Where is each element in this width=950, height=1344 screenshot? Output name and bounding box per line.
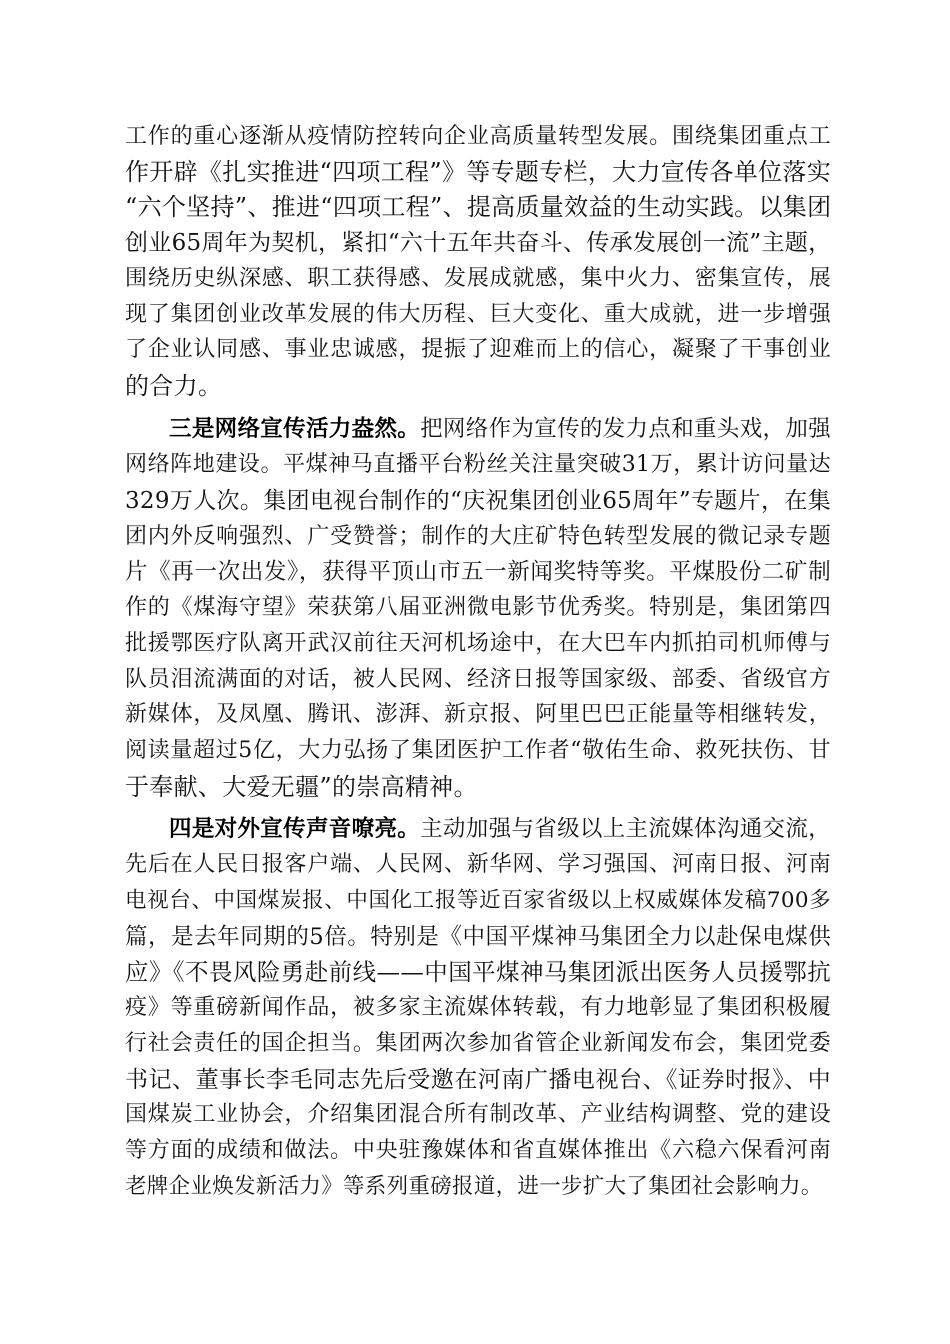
paragraph-3-line-4: 篇，是去年同期的5倍。特别是《中国平煤神马集团全力以赴保电煤供 bbox=[125, 924, 831, 950]
paragraph-2-line-3: 329万人次。集团电视台制作的“庆祝集团创业65周年”专题片，在集 bbox=[125, 488, 831, 514]
paragraph-3-line-5: 应》《不畏风险勇赴前线——中国平煤神马集团派出医务人员援鄂抗 bbox=[125, 958, 831, 986]
paragraph-2-line-10: 阅读量超过5亿，大力弘扬了集团医护工作者“敬佑生命、救死扶伤、甘 bbox=[125, 738, 831, 763]
paragraph-2-line-11: 于奉献、大爱无疆”的崇高精神。 bbox=[125, 773, 478, 801]
paragraph-1-line-2: 作开辟《扎实推进“四项工程”》等专题专栏，大力宣传各单位落实 bbox=[125, 158, 831, 186]
paragraph-3-line-8: 书记、董事长李毛同志先后受邀在河南广播电视台、《证券时报》、中 bbox=[125, 1067, 831, 1093]
paragraph-1-line-1: 工作的重心逐渐从疫情防控转向企业高质量转型发展。围绕集团重点工 bbox=[125, 124, 831, 149]
paragraph-2-first-line bbox=[169, 412, 831, 446]
paragraph-2-line-6: 作的《煤海守望》荣获第八届亚洲微电影节优秀奖。特别是，集团第四 bbox=[125, 595, 831, 620]
paragraph-2-line-2: 网络阵地建设。平煤神马直播平台粉丝关注量突破31万，累计访问量达 bbox=[125, 452, 831, 477]
paragraph-3-line-7: 行社会责任的国企担当。集团两次参加省管企业新闻发布会，集团党委 bbox=[125, 1031, 831, 1056]
paragraph-1-line-6: 现了集团创业改革发展的伟大历程、巨大变化、重大成就，进一步增强 bbox=[125, 302, 831, 327]
paragraph-1-line-8: 的合力。 bbox=[125, 372, 223, 400]
paragraph-2-line-8: 队员泪流满面的对话，被人民网、经济日报等国家级、部委、省级官方 bbox=[125, 667, 831, 692]
paragraph-2-first-line-text: 把网络作为宣传的发力点和重头戏，加强 bbox=[420, 416, 831, 442]
paragraph-3-line-3: 电视台、中国煤炭报、中国化工报等近百家省级以上权威媒体发稿700多 bbox=[125, 888, 831, 913]
paragraph-2-line-7: 批援鄂医疗队离开武汉前往天河机场途中，在大巴车内抓拍司机师傅与 bbox=[125, 631, 831, 656]
paragraph-1-line-4: 创业65周年为契机，紧扣“六十五年共奋斗、传承发展创一流”主题， bbox=[125, 230, 832, 256]
paragraph-3-line-10: 等方面的成绩和做法。中央驻豫媒体和省直媒体推出《六稳六保看河南 bbox=[125, 1138, 831, 1163]
paragraph-2-line-4: 团内外反响强烈、广受赞誉；制作的大庄矿特色转型发展的微记录专题 bbox=[125, 524, 831, 549]
paragraph-3-line-9: 国煤炭工业协会，介绍集团混合所有制改革、产业结构调整、党的建设 bbox=[125, 1102, 831, 1127]
paragraph-1-line-7: 了企业认同感、事业忠诚感，提振了迎难而上的信心，凝聚了干事创业 bbox=[125, 337, 831, 362]
paragraph-3-first-line bbox=[169, 812, 831, 846]
paragraph-1-line-3: “六个坚持”、推进“四项工程”、提高质量效益的生动实践。以集团 bbox=[125, 193, 832, 221]
paragraph-3-line-6: 疫》等重磅新闻作品，被多家主流媒体转载，有力地彰显了集团积极履 bbox=[125, 995, 831, 1020]
paragraph-3-first-line-text: 主动加强与省级以上主流媒体沟通交流， bbox=[420, 816, 831, 842]
paragraph-1-line-5: 围绕历史纵深感、职工获得感、发展成就感，集中火力、密集宣传，展 bbox=[125, 266, 831, 291]
section-heading-network: 三是网络宣传活力盎然。 bbox=[169, 416, 421, 442]
paragraph-3-line-11: 老牌企业焕发新活力》等系列重磅报道，进一步扩大了集团社会影响力。 bbox=[125, 1174, 823, 1199]
paragraph-2-line-5: 片《再一次出发》，获得平顶山市五一新闻奖特等奖。平煤股份二矿制 bbox=[125, 559, 831, 585]
paragraph-3-line-2: 先后在人民日报客户端、人民网、新华网、学习强国、河南日报、河南 bbox=[125, 852, 831, 877]
paragraph-2-line-9: 新媒体，及凤凰、腾讯、澎湃、新京报、阿里巴巴正能量等相继转发， bbox=[125, 702, 831, 727]
section-heading-external: 四是对外宣传声音嘹亮。 bbox=[169, 816, 421, 842]
